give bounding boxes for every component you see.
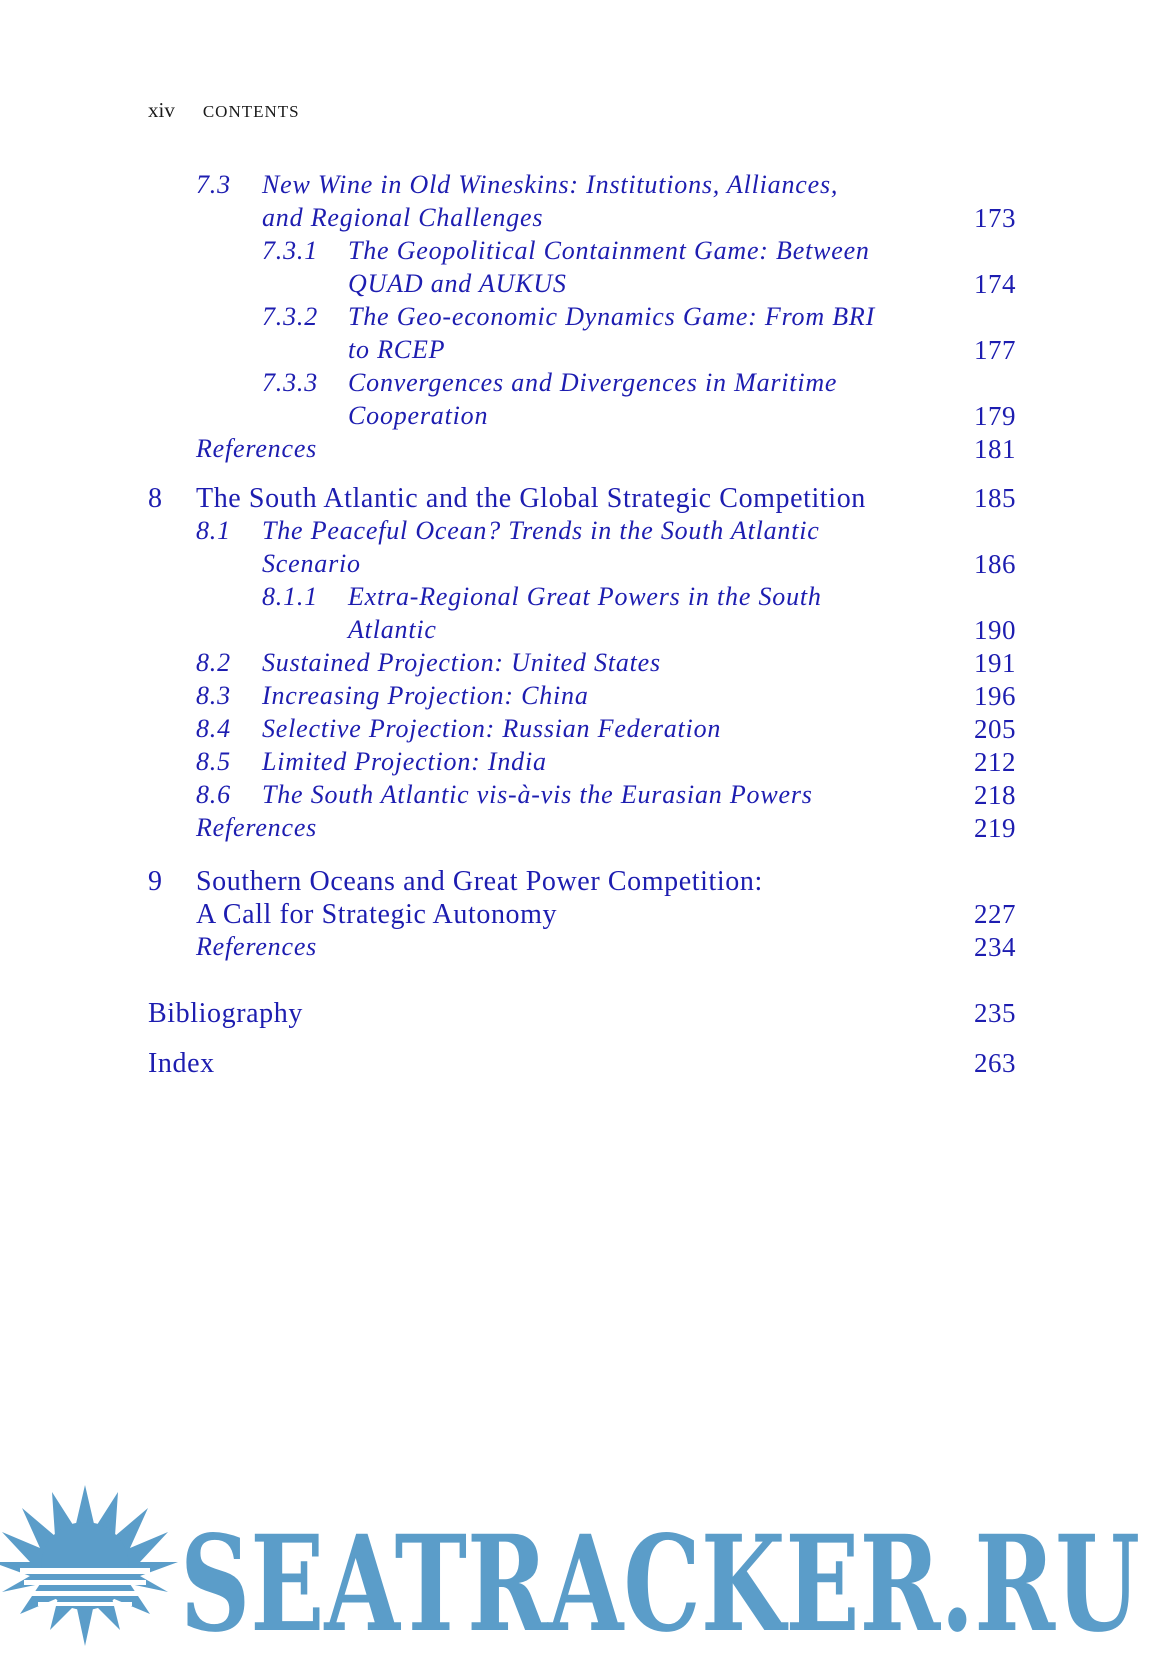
entry-number: 8.1.1	[262, 582, 318, 611]
entry-page: 263	[974, 1048, 1016, 1078]
entry-page: 173	[974, 203, 1016, 233]
chapter-title-line1: Southern Oceans and Great Power Competition:	[196, 866, 763, 897]
entry-title-line2: QUAD and AUKUS	[348, 269, 567, 298]
chapter-number: 8	[148, 483, 163, 514]
chapter-title: The South Atlantic and the Global Strategic Competition	[196, 483, 866, 514]
running-head	[148, 98, 300, 123]
entry-number: 7.3	[196, 170, 231, 199]
watermark	[0, 1480, 1166, 1654]
entry-page: 185	[974, 483, 1016, 513]
entry-page: 191	[974, 648, 1016, 678]
entry-page: 179	[974, 401, 1016, 431]
entry-page: 212	[974, 747, 1016, 777]
running-title: CONTENTS	[202, 102, 300, 121]
entry-title-line1: Extra-Regional Great Powers in the South	[348, 582, 822, 611]
entry-page: 218	[974, 780, 1016, 810]
entry-title-line2: Atlantic	[348, 615, 437, 644]
chapter-number: 9	[148, 866, 163, 897]
entry-title: The South Atlantic vis-à-vis the Eurasian Powers	[262, 780, 813, 809]
entry-title-line2: to RCEP	[348, 335, 446, 364]
entry-number: 8.3	[196, 681, 231, 710]
entry-number: 8.2	[196, 648, 231, 677]
entry-title-line1: The Geo-economic Dynamics Game: From BRI	[348, 302, 876, 331]
entry-title: Limited Projection: India	[262, 747, 547, 776]
entry-number: 7.3.2	[262, 302, 318, 331]
entry-number: 8.6	[196, 780, 231, 809]
entry-page: 196	[974, 681, 1016, 711]
entry-page: 186	[974, 549, 1016, 579]
entry-title: Increasing Projection: China	[262, 681, 589, 710]
entry-number: 7.3.1	[262, 236, 318, 265]
entry-number: 8.5	[196, 747, 231, 776]
entry-page: 205	[974, 714, 1016, 744]
entry-title: Selective Projection: Russian Federation	[262, 714, 722, 743]
entry-page: 181	[974, 434, 1016, 464]
entry-title: References	[196, 932, 318, 961]
entry-number: 7.3.3	[262, 368, 318, 397]
entry-title-line1: New Wine in Old Wineskins: Institutions, Alliances,	[262, 170, 839, 199]
entry-title-line2: and Regional Challenges	[262, 203, 544, 232]
entry-number: 8.4	[196, 714, 231, 743]
entry-page: 235	[974, 998, 1016, 1028]
entry-number: 8.1	[196, 516, 231, 545]
entry-title-line1: The Peaceful Ocean? Trends in the South Atlantic	[262, 516, 820, 545]
entry-page: 234	[974, 932, 1016, 962]
entry-page: 174	[974, 269, 1016, 299]
entry-page: 177	[974, 335, 1016, 365]
entry-page: 190	[974, 615, 1016, 645]
entry-title: References	[196, 813, 318, 842]
entry-title: Bibliography	[148, 998, 303, 1029]
entry-title-line2: Cooperation	[348, 401, 489, 430]
chapter-title-line2: A Call for Strategic Autonomy	[196, 899, 558, 930]
entry-title-line1: The Geopolitical Containment Game: Between	[348, 236, 870, 265]
page-folio: xiv	[148, 98, 175, 122]
entry-title-line1: Convergences and Divergences in Maritime	[348, 368, 838, 397]
entry-title-line2: Scenario	[262, 549, 361, 578]
watermark-text: SEATRACKER.RU	[180, 1507, 1140, 1654]
entry-title: References	[196, 434, 318, 463]
entry-page: 227	[974, 899, 1016, 929]
sun-burst-icon	[0, 1485, 178, 1646]
entry-title: Index	[148, 1048, 215, 1079]
entry-page: 219	[974, 813, 1016, 843]
entry-title: Sustained Projection: United States	[262, 648, 661, 677]
